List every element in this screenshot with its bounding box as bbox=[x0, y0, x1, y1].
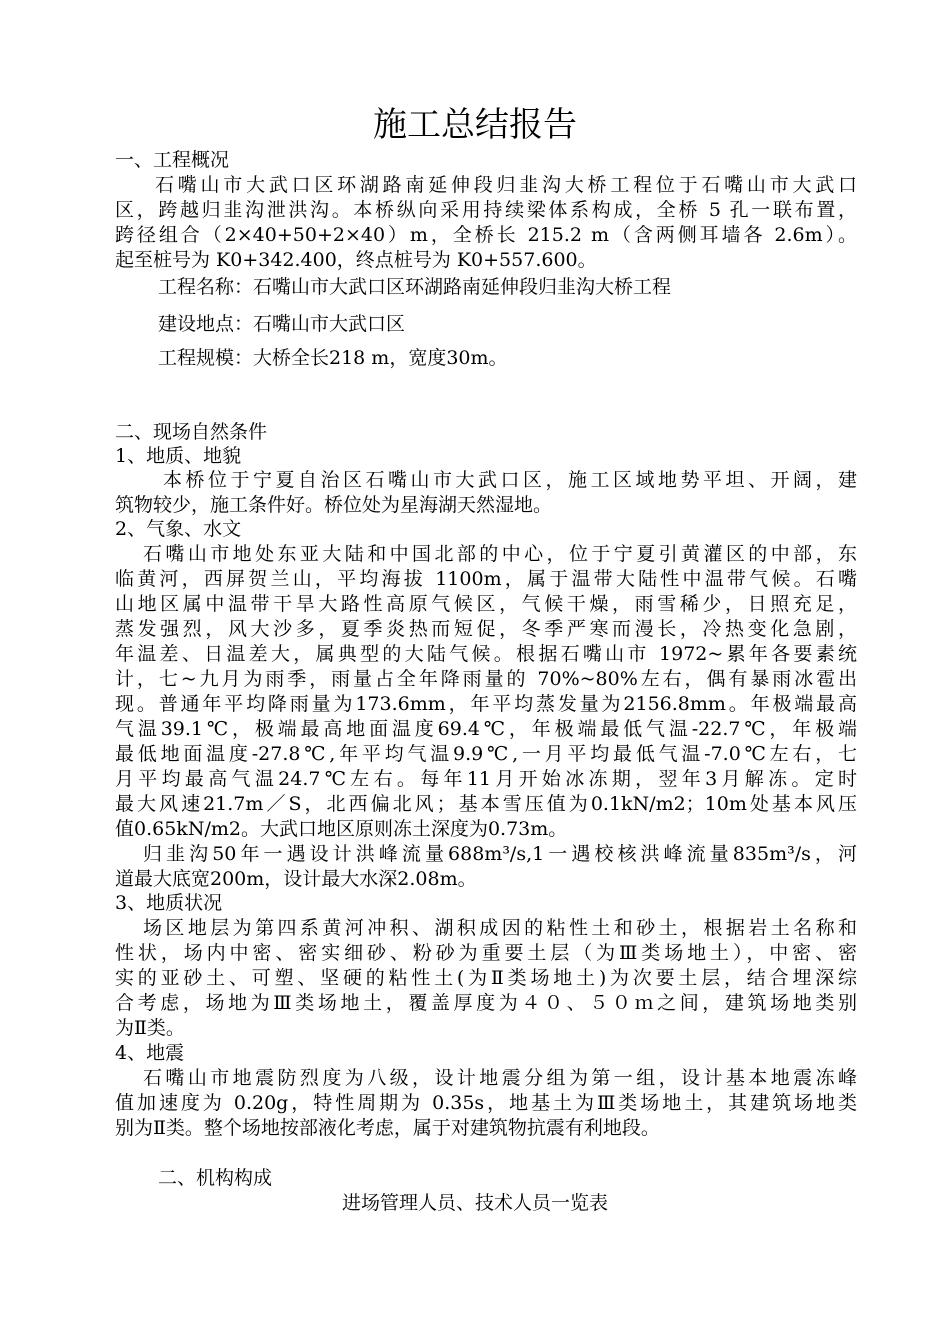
paragraph-line: 道最大底宽200m，设计最大水深2.08m。 bbox=[115, 868, 477, 890]
paragraph-line: 合考虑，场地为Ⅲ类场地土，覆盖厚度为４０、５０ｍ之间，建筑场地类别 bbox=[115, 992, 857, 1014]
page-title: 施工总结报告 bbox=[373, 105, 577, 145]
paragraph-line: 跨径组合（2×40+50+2×40）m，全桥长 215.2 m（含两侧耳墙各 2.6m）。 bbox=[115, 224, 857, 246]
paragraph-line: 值加速度为 0.20g，特性周期为 0.35s，地基土为Ⅲ类场地土，其建筑场地类 bbox=[115, 1092, 857, 1114]
subsection-heading-geo: 1、地质、地貌 bbox=[115, 445, 242, 467]
paragraph-line: 别为Ⅱ类。整个场地按部液化考虑，属于对建筑物抗震有利地段。 bbox=[115, 1117, 660, 1139]
section-heading-organization: 二、机构构成 bbox=[158, 1167, 273, 1189]
project-name: 工程名称：石嘴山市大武口区环湖路南延伸段归韭沟大桥工程 bbox=[158, 276, 672, 298]
paragraph-line: 实的亚砂土、可塑、坚硬的粘性土(为Ⅱ类场地土)为次要土层，结合埋深综 bbox=[115, 967, 857, 989]
paragraph-line: 气温39.1℃，极端最高地面温度69.4℃，年极端最低气温-22.7℃，年极端 bbox=[115, 718, 857, 740]
paragraph-line: 月平均最高气温24.7℃左右。每年11月开始冰冻期，翌年3月解冻。定时 bbox=[115, 768, 857, 790]
project-scale: 工程规模：大桥全长218 m，宽度30m。 bbox=[158, 347, 508, 369]
subsection-heading-geology: 3、地质状况 bbox=[115, 892, 223, 914]
paragraph-line: 年温差、日温差大，属典型的大陆气候。根据石嘴山市 1972~累年各要素统 bbox=[115, 643, 857, 665]
subsection-heading-quake: 4、地震 bbox=[115, 1042, 185, 1064]
paragraph-line: 现。普通年平均降雨量为173.6mm，年平均蒸发量为2156.8mm。年极端最高 bbox=[115, 693, 857, 715]
paragraph-line: 区，跨越归韭沟泄洪沟。本桥纵向采用持续梁体系构成，全桥 5 孔一联布置， bbox=[115, 199, 857, 221]
paragraph-line: 筑物较少，施工条件好。桥位处为星海湖天然湿地。 bbox=[115, 494, 553, 516]
paragraph-line: 值0.65kN/m2。大武口地区原则冻土深度为0.73m。 bbox=[115, 818, 568, 840]
paragraph-line: 山地区属中温带干旱大路性高原气候区，气候干燥，雨雪稀少，日照充足， bbox=[115, 593, 857, 615]
paragraph-line: 石嘴山市地震防烈度为八级，设计地震分组为第一组，设计基本地震冻峰 bbox=[143, 1067, 857, 1089]
paragraph-line: 归韭沟50年一遇设计洪峰流量688m³/s,1一遇校核洪峰流量835m³/s，河 bbox=[143, 843, 857, 865]
section-heading-overview: 一、工程概况 bbox=[115, 149, 230, 171]
paragraph-line: 最大风速21.7m／S，北西偏北风；基本雪压值为0.1kN/m2；10m处基本风压 bbox=[115, 793, 857, 815]
paragraph-line: 蒸发强烈，风大沙多，夏季炎热而短促，冬季严寒而漫长，冷热变化急剧， bbox=[115, 618, 857, 640]
section-heading-natural: 二、现场自然条件 bbox=[115, 421, 268, 443]
table-caption: 进场管理人员、技术人员一览表 bbox=[341, 1192, 608, 1214]
paragraph-line: 最低地面温度-27.8℃,年平均气温9.9℃,一月平均最低气温-7.0℃左右，七 bbox=[115, 743, 857, 765]
paragraph-line: 场区地层为第四系黄河冲积、湖积成因的粘性土和砂土，根据岩土名称和 bbox=[143, 917, 857, 939]
project-location: 建设地点：石嘴山市大武口区 bbox=[158, 313, 406, 335]
paragraph-line: 石嘴山市大武口区环湖路南延伸段归韭沟大桥工程位于石嘴山市大武口 bbox=[155, 174, 857, 196]
paragraph-line: 为Ⅱ类。 bbox=[115, 1017, 185, 1039]
paragraph-line: 计，七~九月为雨季，雨量占全年降雨量的 70%~80%左右，偶有暴雨冰雹出 bbox=[115, 668, 857, 690]
paragraph-line: 石嘴山市地处东亚大陆和中国北部的中心，位于宁夏引黄灌区的中部，东 bbox=[143, 543, 857, 565]
paragraph-line: 本桥位于宁夏自治区石嘴山市大武口区，施工区域地势平坦、开阔，建 bbox=[163, 469, 857, 491]
subsection-heading-climate: 2、气象、水文 bbox=[115, 518, 242, 540]
paragraph-line: 起至桩号为 K0+342.400，终点桩号为 K0+557.600。 bbox=[115, 249, 597, 271]
paragraph-line: 性状，场内中密、密实细砂、粉砂为重要土层（为Ⅲ类场地土），中密、密 bbox=[115, 942, 857, 964]
paragraph-line: 临黄河，西屏贺兰山，平均海拔 1100m，属于温带大陆性中温带气候。石嘴 bbox=[115, 568, 857, 590]
